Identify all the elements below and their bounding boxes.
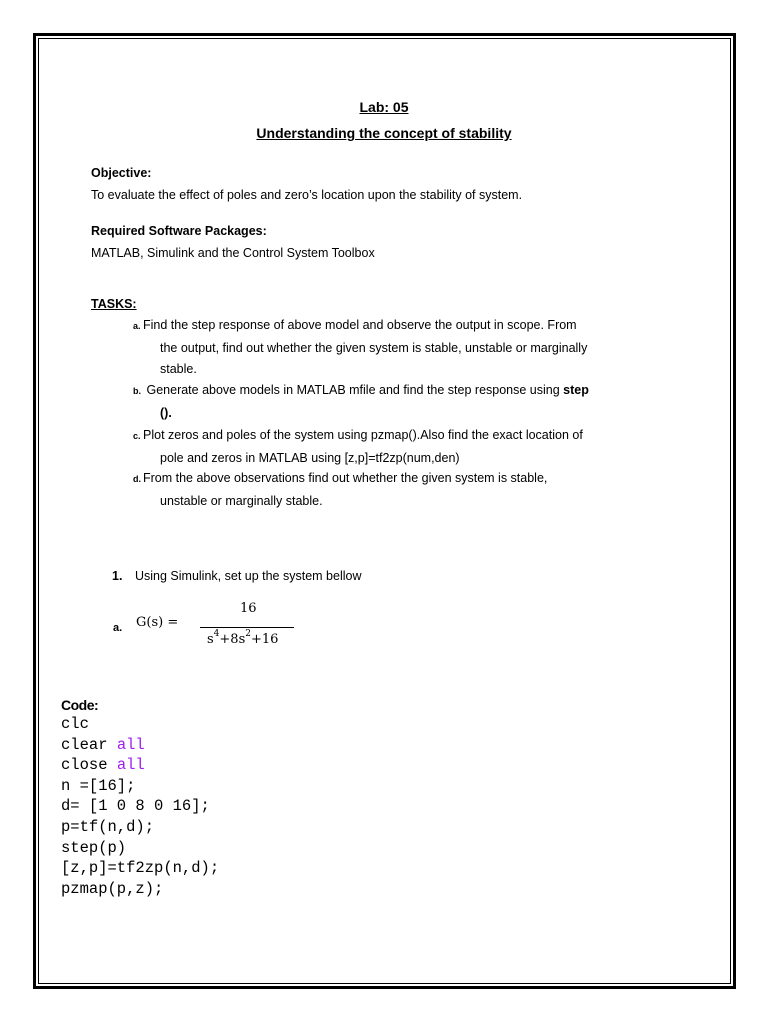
- transfer-function-lhs: G(s) =: [136, 615, 179, 630]
- code-line: [z,p]=tf2zp(n,d);: [61, 859, 220, 878]
- code-keyword: all: [116, 735, 145, 754]
- code-heading: Code:: [61, 697, 99, 713]
- task-text: the output, find out whether the given system is stable, unstable or marginally: [160, 340, 588, 355]
- transfer-function-denominator: $s^4+8s^2+16$: [207, 629, 279, 647]
- fraction-bar: [200, 627, 294, 628]
- task-marker: d.: [133, 474, 141, 484]
- lab-title: Lab: 05: [359, 99, 409, 115]
- objective-heading: Objective:: [91, 166, 152, 180]
- lab-subtitle: Understanding the concept of stability: [256, 125, 512, 141]
- task-text: pole and zeros in MATLAB using [z,p]=tf2zp(num,den): [160, 450, 460, 465]
- transfer-function-numerator: 16: [240, 601, 257, 616]
- task-marker: a.: [133, 321, 141, 331]
- step-text: Using Simulink, set up the system bellow: [135, 569, 362, 583]
- code-line: p=tf(n,d);: [61, 817, 155, 836]
- task-text: unstable or marginally stable.: [160, 493, 323, 508]
- equation-label: a.: [113, 622, 123, 634]
- code-line: clear all: [61, 735, 145, 754]
- objective-text: To evaluate the effect of poles and zero’s location upon the stability of system.: [91, 188, 523, 202]
- task-text: Plot zeros and poles of the system using pzmap().Also find the exact location of: [143, 428, 583, 442]
- task-item-a: [133, 315, 653, 381]
- code-keyword: all: [116, 756, 145, 775]
- software-text: MATLAB, Simulink and the Control System Toolbox: [91, 246, 375, 260]
- software-heading: Required Software Packages:: [91, 224, 267, 238]
- code-line: d= [1 0 8 0 16];: [61, 797, 210, 816]
- task-text-bold: step: [563, 383, 589, 397]
- code-line: close all: [61, 756, 145, 775]
- task-item-b: [133, 380, 653, 424]
- task-text: stable.: [160, 362, 197, 376]
- code-line: step(p): [61, 838, 127, 857]
- step-number: 1.: [112, 569, 123, 583]
- task-item-c: [133, 425, 653, 469]
- task-text-bold: ().: [160, 405, 172, 420]
- code-line: pzmap(p,z);: [61, 879, 164, 898]
- code-block: [61, 714, 219, 899]
- task-marker: c.: [133, 431, 141, 441]
- code-line: clc: [61, 715, 89, 733]
- task-text: Generate above models in MATLAB mfile and find the step response using: [146, 383, 564, 397]
- task-marker: b.: [133, 386, 141, 396]
- tasks-heading: TASKS:: [91, 297, 137, 311]
- task-text: Find the step response of above model and observe the output in scope. From: [143, 318, 577, 332]
- code-line: n =[16];: [61, 776, 136, 795]
- task-text: From the above observations find out whether the given system is stable,: [143, 471, 548, 485]
- task-item-d: [133, 468, 653, 512]
